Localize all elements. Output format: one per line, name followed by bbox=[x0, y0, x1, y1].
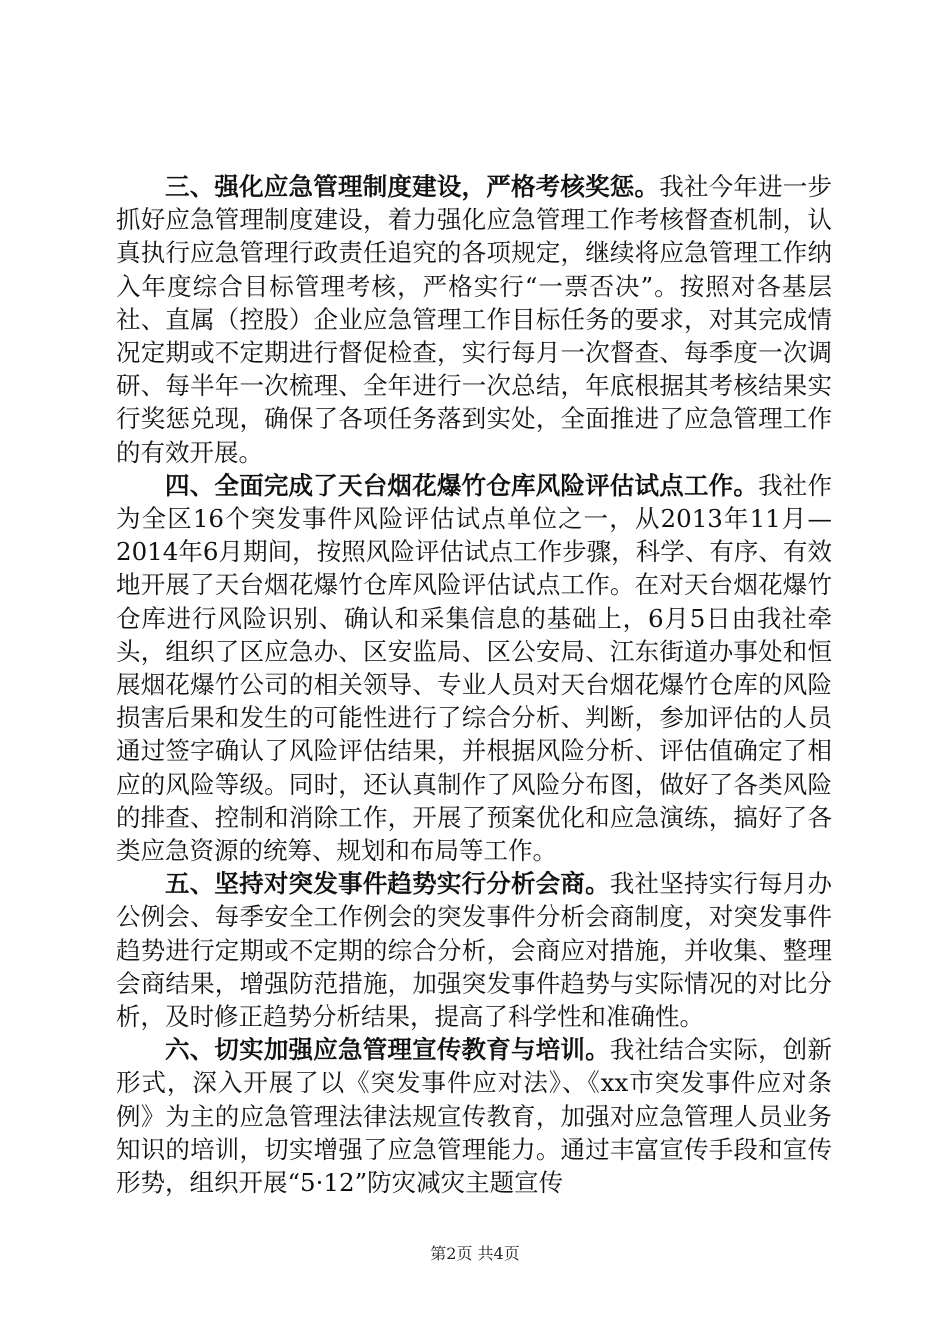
paragraph-5 bbox=[116, 867, 832, 1033]
paragraph-heading: 三、强化应急管理制度建设，严格考核奖惩。 bbox=[165, 172, 660, 201]
paragraph-4 bbox=[116, 469, 832, 867]
paragraph-6 bbox=[116, 1033, 832, 1199]
page-footer: 第2页 共4页 bbox=[430, 1244, 520, 1263]
paragraph-3 bbox=[116, 170, 832, 469]
paragraph-text: 我社坚持实行每月办公例会、每季安全工作例会的突发事件分析会商制度，对突发事件趋势进行定期或不定期的综合分析，会商应对措施，并收集、整理会商结果，增强防范措施，加强突发事件趋势与实际情况的对比分析，及时修正趋势分析结果，提高了科学性和准确性。 bbox=[116, 869, 833, 1032]
paragraph-heading: 六、切实加强应急管理宣传教育与培训。 bbox=[165, 1035, 610, 1065]
paragraph-text: 我社作为全区16个突发事件风险评估试点单位之一，从2013年11月—2014年6月期间，按照风险评估试点工作步骤，科学、有序、有效地开展了天台烟花爆竹仓库风险评估试点工作。在对天台烟花爆竹仓库进行风险识别、确认和采集信息的基础上，6月5日由我社牵头，组织了区应急办、区安监局、区公安局、江东街道办事处和恒展烟花爆竹公司的相关领导、专业人员对天台烟花爆竹仓库的风险损害后果和发生的可能性进行了综合分析、判断，参加评估的人员通过签字确认了风险评估结果，并根据风险分析、评估值确定了相应的风险等级。同时，还认真制作了风险分布图，做好了各类风险的排查、控制和消除工作，开展了预案优化和应急演练，搞好了各类应急资源的统筹、规划和布局等工作。 bbox=[116, 470, 833, 866]
paragraph-text: 我社今年进一步抓好应急管理制度建设，着力强化应急管理工作考核督查机制，认真执行应急管理行政责任追究的各项规定，继续将应急管理工作纳入年度综合目标管理考核，严格实行“一票否决”。按照对各基层社、直属（控股）企业应急管理工作目标任务的要求，对其完成情况定期或不定期进行督促检查，实行每月一次督查、每季度一次调研、每半年一次梳理、全年进行一次总结，年底根据其考核结果实行奖惩兑现，确保了各项任务落到实处，全面推进了应急管理工作的有效开展。 bbox=[116, 172, 833, 467]
document-body bbox=[116, 170, 832, 1199]
paragraph-heading: 四、全面完成了天台烟花爆竹仓库风险评估试点工作。 bbox=[165, 470, 759, 500]
paragraph-text: 我社结合实际，创新形式，深入开展了以《突发事件应对法》、《xx市突发事件应对条例》为主的应急管理法律法规宣传教育，加强对应急管理人员业务知识的培训，切实增强了应急管理能力。通过丰富宣传手段和宣传形势，组织开展“5·12”防灾减灾主题宣传 bbox=[116, 1035, 833, 1198]
paragraph-heading: 五、坚持对突发事件趋势实行分析会商。 bbox=[165, 869, 610, 899]
